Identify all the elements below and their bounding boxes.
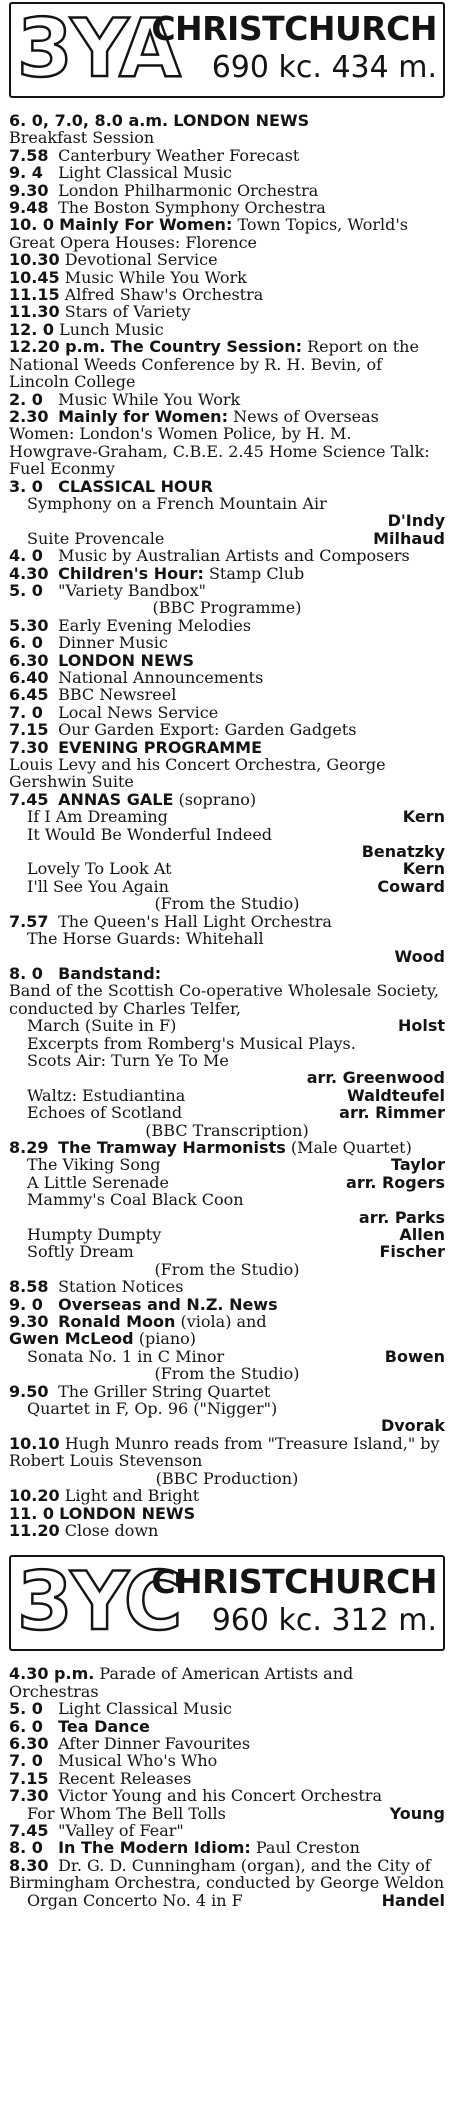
entry-line — [9, 582, 445, 599]
programme-entry — [9, 634, 445, 651]
programme-entry — [9, 1522, 445, 1539]
work-title: If I Am Dreaming — [27, 807, 168, 827]
entry-heading: Tea Dance — [58, 1716, 150, 1736]
entry-text: Band of the Scottish Co-operative Wholesale Society, conducted by Charles Telfer, — [9, 981, 439, 1018]
entry-line — [9, 216, 445, 251]
work-row — [9, 1243, 445, 1260]
entry-heading: Gwen McLeod — [9, 1329, 134, 1349]
programme-entry — [9, 408, 445, 478]
entry-time: 11. 0 — [9, 1503, 55, 1523]
work-row — [9, 1417, 445, 1434]
station-city: CHRISTCHURCH — [151, 1562, 437, 1602]
entry-line — [9, 321, 445, 338]
entry-text: Station Notices — [58, 1277, 184, 1297]
programme-entry — [9, 1857, 445, 1909]
station-callsign: 3YC — [17, 1555, 181, 1649]
entry-text: Paul Creston — [255, 1838, 360, 1858]
entry-time: 10.10 — [9, 1433, 60, 1453]
entry-line — [9, 269, 445, 286]
entry-line — [9, 112, 445, 129]
entry-text: Devotional Service — [64, 250, 218, 270]
composer: Allen — [399, 1225, 445, 1244]
composer: Dvorak — [380, 1416, 445, 1436]
entry-heading: ANNAS GALE — [58, 789, 174, 809]
programme-entry — [9, 1839, 445, 1856]
work-row — [9, 1052, 445, 1069]
work-title: Organ Concerto No. 4 in F — [27, 1890, 243, 1910]
work-row — [9, 1226, 445, 1243]
station-frequency: 960 kc. 312 m. — [211, 1603, 437, 1639]
programme-entry — [9, 686, 445, 703]
work-title: For Whom The Bell Tolls — [27, 1803, 226, 1823]
programme-entry — [9, 251, 445, 268]
entry-line — [9, 338, 445, 390]
entry-time: 11.30 — [9, 302, 60, 322]
entry-time: 9.50 — [9, 1381, 49, 1401]
entry-line — [9, 547, 445, 564]
schedule-3yc — [9, 1665, 445, 1909]
entry-text: Alfred Shaw's Orchestra — [64, 285, 264, 305]
entry-text: Dinner Music — [58, 633, 168, 653]
entry-time: 8. 0 — [9, 1838, 43, 1858]
work-row — [9, 495, 445, 512]
programme-entry — [9, 965, 445, 1139]
composer: Benatzky — [361, 842, 445, 862]
work-title: I'll See You Again — [27, 876, 169, 896]
entry-time: 7.45 — [9, 1820, 49, 1840]
entry-line — [9, 1735, 445, 1752]
work-title: Sonata No. 1 in C Minor — [27, 1346, 225, 1366]
entry-time: 4. 0 — [9, 546, 43, 566]
entry-time: 7.58 — [9, 145, 49, 165]
entry-time: 3. 0 — [9, 476, 43, 496]
work-row — [9, 1348, 445, 1365]
entry-heading: CLASSICAL HOUR — [58, 476, 213, 496]
composer: Coward — [377, 876, 445, 896]
entry-heading: EVENING PROGRAMME — [58, 737, 263, 757]
entry-time: 10.20 — [9, 1486, 60, 1506]
programme-entry — [9, 199, 445, 216]
entry-line — [9, 1383, 445, 1400]
work-title: Scots Air: Turn Ye To Me — [27, 1050, 229, 1070]
entry-text: Victor Young and his Concert Orchestra — [58, 1786, 382, 1806]
entry-line — [9, 965, 445, 982]
composer: Milhaud — [373, 528, 445, 548]
entry-text: The Boston Symphony Orchestra — [58, 198, 326, 218]
entry-heading: In The Modern Idiom: — [58, 1838, 251, 1858]
entry-text: (viola) and — [180, 1312, 267, 1332]
programme-entry — [9, 286, 445, 303]
entry-line — [9, 1770, 445, 1787]
programme-entry — [9, 1752, 445, 1769]
station-banner-3yc — [9, 1555, 445, 1651]
work-row — [9, 1087, 445, 1104]
entry-line — [9, 1313, 445, 1330]
entry-line — [9, 478, 445, 495]
entry-note: (BBC Production) — [155, 1468, 299, 1488]
entry-time: 4.30 — [9, 563, 49, 583]
entry-heading: The Country Session: — [110, 337, 303, 357]
programme-entry — [9, 1787, 445, 1822]
entry-heading: Mainly for Women: — [58, 406, 228, 426]
entry-text: (piano) — [138, 1329, 197, 1349]
entry-line — [9, 408, 445, 478]
entry-time: 2.30 — [9, 406, 49, 426]
entry-time: 5. 0 — [9, 580, 43, 600]
programme-entry — [9, 1665, 445, 1700]
programme-entry — [9, 1313, 445, 1383]
programme-entry — [9, 269, 445, 286]
entry-time: 6.30 — [9, 650, 49, 670]
composer: Bowen — [384, 1346, 445, 1366]
work-row — [9, 930, 445, 947]
work-title — [9, 512, 27, 529]
work-title — [9, 1069, 27, 1086]
station-callsign: 3YA — [17, 2, 179, 95]
work-row — [9, 1892, 445, 1909]
composer: Handel — [381, 1890, 445, 1910]
programme-entry — [9, 721, 445, 738]
entry-text: Local News Service — [58, 702, 219, 722]
entry-line — [9, 1278, 445, 1295]
entry-time: 8.29 — [9, 1137, 49, 1157]
entry-line — [9, 739, 445, 756]
entry-line — [9, 913, 445, 930]
entry-line — [9, 1487, 445, 1504]
entry-time: 6.40 — [9, 668, 49, 687]
entry-heading: Bandstand: — [58, 963, 162, 983]
entry-text: National Announcements — [58, 668, 264, 687]
work-title: Quartet in F, Op. 96 ("Nigger") — [27, 1399, 278, 1419]
entry-text: Early Evening Melodies — [58, 615, 252, 635]
entry-time: 9. 4 — [9, 163, 43, 183]
entry-text: (Male Quartet) — [290, 1137, 412, 1157]
entry-time: 10. 0 — [9, 215, 55, 235]
entry-time: 7. 0 — [9, 702, 43, 722]
entry-line — [9, 286, 445, 303]
entry-line — [9, 617, 445, 634]
entry-time: 8. 0 — [9, 963, 43, 983]
entry-text: Light Classical Music — [58, 1699, 233, 1719]
programme-entry — [9, 1139, 445, 1278]
composer: Taylor — [391, 1155, 445, 1175]
entry-line — [9, 182, 445, 199]
entry-line — [9, 1857, 445, 1892]
entry-text: Recent Releases — [58, 1768, 192, 1788]
entry-text: Hugh Munro reads from "Treasure Island," by Robert Louis Stevenson — [9, 1433, 440, 1471]
work-title: The Horse Guards: Whitehall — [27, 929, 264, 949]
work-row — [9, 1104, 445, 1121]
entry-text: Canterbury Weather Forecast — [58, 145, 300, 165]
work-row — [9, 826, 445, 843]
page — [0, 2, 451, 2122]
composer: Fischer — [379, 1242, 445, 1262]
programme-entry — [9, 321, 445, 338]
work-row — [9, 512, 445, 529]
entry-text: Light and Bright — [64, 1486, 200, 1506]
entry-line — [9, 721, 445, 738]
entry-time: 12. 0 — [9, 319, 55, 339]
programme-entry — [9, 216, 445, 251]
entry-time: 8.58 — [9, 1277, 49, 1297]
entry-note: (From the Studio) — [154, 1259, 300, 1279]
work-title: Suite Provencale — [27, 528, 165, 548]
entry-line — [9, 791, 445, 808]
entry-heading: LONDON NEWS — [59, 1503, 196, 1523]
entry-line — [9, 1139, 445, 1156]
composer: Young — [389, 1803, 445, 1823]
work-title — [9, 1417, 27, 1434]
work-title — [9, 843, 27, 860]
programme-entry — [9, 391, 445, 408]
entry-text: Louis Levy and his Concert Orchestra, George Gershwin Suite — [9, 755, 386, 792]
composer: Waldteufel — [347, 1085, 445, 1105]
entry-time: 6. 0 — [9, 1716, 43, 1736]
entry-heading: Overseas and N.Z. News — [58, 1294, 278, 1314]
entry-time: 6.45 — [9, 685, 49, 705]
programme-entry — [9, 1278, 445, 1295]
entry-heading: Mainly For Women: — [59, 215, 233, 235]
entry-time: 9.30 — [9, 180, 49, 200]
programme-entry — [9, 1505, 445, 1522]
composer: Kern — [402, 859, 445, 879]
entry-text: Lunch Music — [59, 319, 164, 339]
entry-line — [9, 565, 445, 582]
entry-text: Report on the National Weeds Conference by R. H. Bevin, of Lincoln College — [9, 337, 419, 392]
programme-entry — [9, 112, 445, 147]
station-banner-3ya — [9, 2, 445, 98]
entry-line — [9, 199, 445, 216]
entry-line — [9, 1435, 445, 1470]
programme-entry — [9, 1296, 445, 1313]
work-row — [9, 1174, 445, 1191]
programme-entry — [9, 147, 445, 164]
composer: arr. Parks — [358, 1207, 445, 1227]
entry-note: (From the Studio) — [154, 894, 300, 914]
programme-entry — [9, 1718, 445, 1735]
entry-text: The Queen's Hall Light Orchestra — [58, 911, 332, 931]
composer: Kern — [402, 807, 445, 827]
entry-line — [9, 1700, 445, 1717]
entry-line — [9, 1665, 445, 1700]
entry-line — [9, 1522, 445, 1539]
programme-entry — [9, 1700, 445, 1717]
work-row — [9, 808, 445, 825]
work-row — [9, 878, 445, 895]
entry-text: Parade of American Artists and Orchestras — [9, 1664, 354, 1701]
entry-text: Musical Who's Who — [58, 1751, 218, 1771]
station-frequency: 690 kc. 434 m. — [211, 50, 437, 85]
work-title: A Little Serenade — [27, 1172, 170, 1192]
entry-time: 6. 0 — [9, 633, 43, 653]
entry-line — [9, 1718, 445, 1735]
station-city: CHRISTCHURCH — [151, 9, 437, 48]
work-row — [9, 1035, 445, 1052]
entry-line — [9, 164, 445, 181]
work-row — [9, 1069, 445, 1086]
entry-time: 10.30 — [9, 250, 60, 270]
entry-line — [9, 1839, 445, 1856]
work-row — [9, 1156, 445, 1173]
entry-text: Music While You Work — [64, 267, 247, 287]
entry-time: 7.30 — [9, 1786, 49, 1806]
work-title: Excerpts from Romberg's Musical Plays. — [27, 1033, 356, 1053]
entry-text: BBC Newsreel — [58, 685, 177, 705]
entry-heading: LONDON NEWS — [58, 650, 195, 670]
entry-time: 9. 0 — [9, 1294, 43, 1314]
entry-line — [9, 669, 445, 686]
entry-time: 7.57 — [9, 911, 49, 931]
work-row — [9, 1400, 445, 1417]
entry-line — [9, 686, 445, 703]
work-row — [9, 1805, 445, 1822]
entry-time: 5. 0 — [9, 1699, 43, 1719]
entry-line — [9, 303, 445, 320]
entry-time: 9.30 — [9, 1312, 49, 1332]
composer: arr. Rimmer — [339, 1103, 445, 1123]
work-title: Symphony on a French Mountain Air — [27, 493, 327, 513]
entry-text: The Griller String Quartet — [58, 1381, 271, 1401]
programme-entry — [9, 1770, 445, 1787]
programme-entry — [9, 582, 445, 617]
entry-text: Our Garden Export: Garden Gadgets — [58, 720, 357, 740]
work-row — [9, 1017, 445, 1034]
entry-text: Town Topics, World's Great Opera Houses: Florence — [9, 215, 408, 252]
work-title: March (Suite in F) — [27, 1016, 177, 1036]
composer: Holst — [397, 1016, 445, 1036]
work-row — [9, 860, 445, 877]
entry-line — [9, 147, 445, 164]
entry-note: (BBC Transcription) — [145, 1120, 309, 1140]
work-row — [9, 1209, 445, 1226]
schedule-3ya — [9, 112, 445, 1539]
entry-line — [9, 1330, 445, 1347]
composer: arr. Greenwood — [306, 1068, 445, 1088]
entry-line — [9, 1822, 445, 1839]
entry-time: 7.15 — [9, 720, 49, 740]
composer: D'Indy — [387, 511, 445, 531]
programme-entry — [9, 1735, 445, 1752]
entry-time: 9.48 — [9, 198, 49, 218]
programme-entry — [9, 739, 445, 791]
entry-time: 2. 0 — [9, 389, 43, 409]
entry-text: Breakfast Session — [9, 128, 155, 148]
entry-time: 7.30 — [9, 737, 49, 757]
entry-time: 7.45 — [9, 789, 49, 809]
work-row — [9, 530, 445, 547]
entry-text: Stars of Variety — [64, 302, 191, 322]
entry-heading: The Tramway Harmonists — [58, 1137, 286, 1157]
entry-text: News of Overseas Women: London's Women Police, by H. M. Howgrave-Graham, C.B.E. 2.45 Home Science Talk: Fuel Econmy — [9, 406, 430, 479]
entry-line — [9, 1505, 445, 1522]
programme-entry — [9, 617, 445, 634]
entry-line — [9, 1752, 445, 1769]
entry-text: Dr. G. D. Cunningham (organ), and the City of Birmingham Orchestra, conducted by George Weldon — [9, 1855, 445, 1893]
work-row — [9, 843, 445, 860]
programme-entry — [9, 338, 445, 390]
entry-line — [9, 1787, 445, 1804]
entry-line — [9, 391, 445, 408]
entry-time: 7.15 — [9, 1768, 49, 1788]
entry-time: 5.30 — [9, 615, 49, 635]
programme-entry — [9, 652, 445, 669]
entry-heading: Ronald Moon — [58, 1312, 176, 1332]
work-title: Humpty Dumpty — [27, 1225, 162, 1244]
entry-time: 11.20 — [9, 1520, 60, 1540]
entry-time: 4.30 p.m. — [9, 1664, 95, 1684]
entry-note: (From the Studio) — [154, 1364, 300, 1384]
entry-heading: Children's Hour: — [58, 563, 204, 583]
work-title — [9, 1209, 27, 1226]
work-title: Softly Dream — [27, 1242, 134, 1262]
programme-entry — [9, 791, 445, 913]
entry-text: Music While You Work — [58, 389, 241, 409]
composer: arr. Rogers — [346, 1172, 445, 1192]
programme-entry — [9, 1383, 445, 1435]
entry-text: London Philharmonic Orchestra — [58, 180, 319, 200]
entry-time: 11.15 — [9, 285, 60, 305]
entry-text: (soprano) — [178, 789, 257, 809]
programme-entry — [9, 913, 445, 965]
entry-note: (BBC Programme) — [152, 598, 302, 618]
work-row — [9, 1191, 445, 1208]
entry-text: "Variety Bandbox" — [58, 580, 206, 600]
programme-entry — [9, 704, 445, 721]
entry-text: Close down — [64, 1520, 159, 1540]
composer: Wood — [394, 946, 445, 966]
entry-text: Light Classical Music — [58, 163, 233, 183]
work-title: It Would Be Wonderful Indeed — [27, 824, 273, 844]
entry-time: 10.45 — [9, 267, 60, 287]
programme-entry — [9, 1822, 445, 1839]
entry-line — [9, 251, 445, 268]
work-title: Echoes of Scotland — [27, 1103, 183, 1123]
entry-time: 7. 0 — [9, 1751, 43, 1771]
work-title: Waltz: Estudiantina — [27, 1085, 186, 1105]
work-row — [9, 948, 445, 965]
entry-text: Stamp Club — [208, 563, 305, 583]
entry-time: 6.30 — [9, 1733, 49, 1753]
programme-entry — [9, 547, 445, 564]
programme-entry — [9, 565, 445, 582]
programme-entry — [9, 303, 445, 320]
work-title: Mammy's Coal Black Coon — [27, 1190, 244, 1210]
entry-line — [9, 652, 445, 669]
programme-entry — [9, 1435, 445, 1487]
entry-text: "Valley of Fear" — [58, 1820, 184, 1840]
programme-entry — [9, 182, 445, 199]
entry-heading: LONDON NEWS — [173, 111, 310, 130]
work-title — [9, 948, 27, 965]
work-title: Lovely To Look At — [27, 859, 172, 879]
entry-text: After Dinner Favourites — [58, 1733, 251, 1753]
entry-line — [9, 704, 445, 721]
entry-text: Music by Australian Artists and Composers — [58, 546, 410, 566]
programme-entry — [9, 164, 445, 181]
programme-entry — [9, 478, 445, 548]
entry-time: 6. 0, 7.0, 8.0 a.m. — [9, 111, 169, 130]
entry-line — [9, 1296, 445, 1313]
work-title: The Viking Song — [27, 1155, 161, 1175]
entry-time: 8.30 — [9, 1855, 49, 1875]
entry-line — [9, 634, 445, 651]
programme-entry — [9, 669, 445, 686]
entry-time: 12.20 p.m. — [9, 337, 106, 357]
programme-entry — [9, 1487, 445, 1504]
